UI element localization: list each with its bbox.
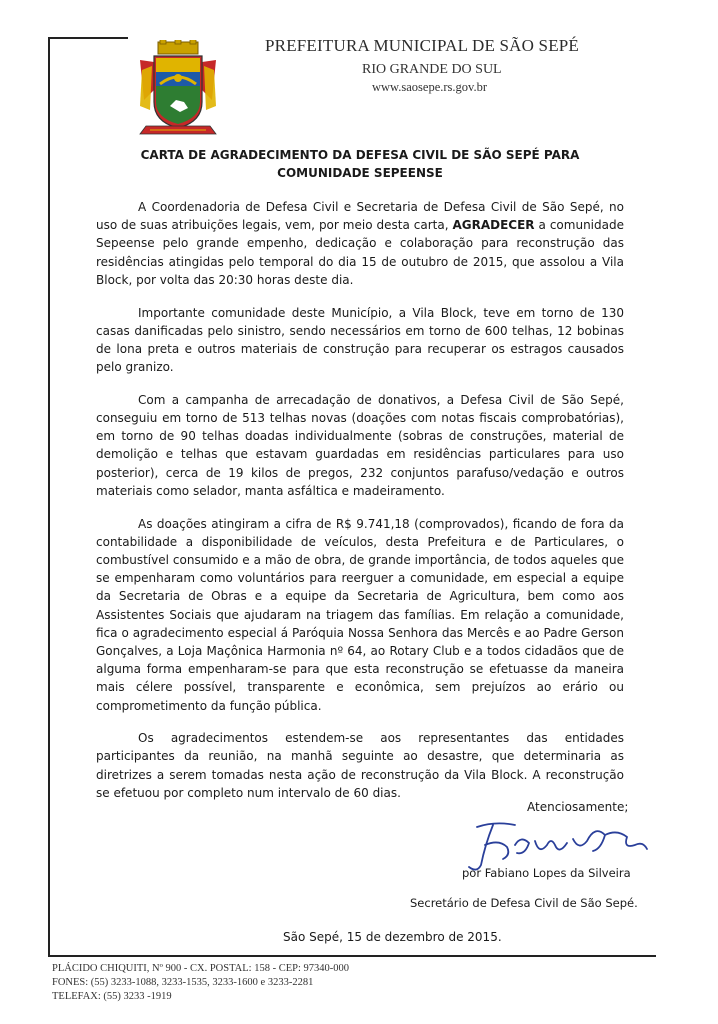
- header-municipality-title: PREFEITURA MUNICIPAL DE SÃO SEPÉ: [265, 36, 580, 55]
- frame-bottom-line: [48, 955, 656, 957]
- footer-telefax: TELEFAX: (55) 3233 -1919: [52, 991, 172, 1002]
- frame-top-line: [48, 37, 128, 39]
- document-title: CARTA DE AGRADECIMENTO DA DEFESA CIVIL DE SÃO SEPÉ PARA COMUNIDADE SEPEENSE: [140, 148, 580, 180]
- header-website: www.saosepe.rs.gov.br: [372, 80, 488, 94]
- body-paragraph-4: As doações atingiram a cifra de R$ 9.741,18 (comprovados), ficando de fora da contabilidade a disponibilidade de veículos, desta Prefeitura e de Particulares, o combustível consumido e a mão de obra, de grande importância, de todos aqueles que se empenharam como voluntários para reerguer a comunidade, em especial a equipe da Secretaria de Obras e a equipe da Secretaria de Agricultura, bem como aos Assistentes Sociais que ajudaram na triagem das famílias. Em relação a comunidade, fica o agradecimento especial á Paróquia Nossa Senhora das Mercês e ao Padre Gerson Gonçalves, a Loja Maçônica Harmonia nº 64, ao Rotary Club e a todos cidadãos que de alguma forma empenharam-se para que esta reconstrução se efetuasse da maneira mais célere possível, transparente e econômica, sem prejuízos ao erário ou comprometimento da função pública.: [96, 516, 624, 713]
- closing-salutation: Atenciosamente;: [527, 800, 629, 814]
- place-and-date: São Sepé, 15 de dezembro de 2015.: [283, 930, 502, 944]
- frame-left-line: [48, 37, 50, 955]
- signer-name: por Fabiano Lopes da Silveira: [462, 866, 631, 880]
- body-paragraph-3: Com a campanha de arrecadação de donativos, a Defesa Civil de São Sepé, conseguiu em torno de 513 telhas novas (doações com notas fiscais comprobatórias), em torno de 90 telhas doadas individualmente (sobras de construções, material de demolição e telhas que estavam guardadas em residências particulares para uso posterior), cerca de 19 kilos de pregos, 232 conjuntos parafuso/vedação e outros materiais como selador, manta asfáltica e madeiramento.: [96, 392, 624, 498]
- header-state: RIO GRANDE DO SUL: [362, 62, 502, 77]
- body-paragraph-5: Os agradecimentos estendem-se aos representantes das entidades participantes da reunião, na manhã seguinte ao desastre, que determinaria as diretrizes a serem tomadas nesta ação de reconstrução da Vila Block. A reconstrução se efetuou por completo num intervalo de 60 dias.: [96, 731, 624, 800]
- paragraph-1-text-start: A Coordenadoria de Defesa Civil e Secretaria de Defesa Civil de São Sepé, no uso de suas atribuições legais, vem, por meio desta carta,: [96, 200, 624, 233]
- municipal-crest-icon: [130, 40, 226, 138]
- signer-role: Secretário de Defesa Civil de São Sepé.: [410, 896, 638, 910]
- footer-contact: [52, 962, 349, 1004]
- paragraph-1-text-end: a comunidade Sepeense pelo grande empenho, dedicação e colaboração para reconstrução das residências atingidas pelo temporal do dia 15 de outubro de 2015, que assolou a Vila Block, por volta das 20:30 horas deste dia.: [96, 218, 624, 287]
- body-paragraph-2: Importante comunidade deste Município, a Vila Block, teve em torno de 130 casas danificadas pelo sinistro, sendo necessários em torno de 600 telhas, 12 bobinas de lona preta e outros materiais de construção para recuperar os estragos causados pelo granizo.: [96, 305, 624, 375]
- footer-phones: FONES: (55) 3233-1088, 3233-1535, 3233-1600 e 3233-2281: [52, 977, 314, 988]
- document-body: [96, 198, 624, 817]
- footer-address: PLÁCIDO CHIQUITI, Nº 900 - CX. POSTAL: 158 - CEP: 97340-000: [52, 963, 349, 974]
- paragraph-1-emphasis: AGRADECER: [452, 218, 535, 233]
- body-paragraph-1: [96, 198, 624, 289]
